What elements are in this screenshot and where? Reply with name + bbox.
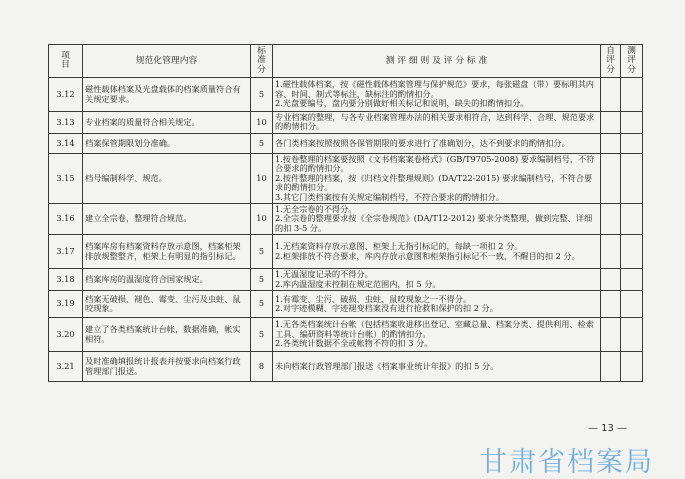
header-eval-score: 测评分 [621, 45, 643, 78]
row-self-score-cell [601, 78, 621, 112]
criteria-line: 未向档案行政管理部门报送《档案事业统计年报》的扣 5 分。 [275, 360, 499, 371]
row-criteria [273, 235, 601, 269]
criteria-line: 1.磁性载体档案，按《磁性载体档案管理与保护规范》要求，每张磁盘（带）要标明其内容、时间、制式等标注，缺标注的酌情扣分。 [275, 79, 594, 99]
row-criteria [273, 78, 601, 112]
criteria-line: 1.无各类档案统计台帐（包括档案收进移出登记、室藏总量、档案分类、提供利用、检索工具、编研资料等统计台帐）的酌情扣分。 [275, 319, 594, 339]
row-item-id: 3.13 [49, 112, 83, 134]
criteria-line: 2.按件整理的档案，按《归档文件整理规则》(DA/T22-2015) 要求编制档号，不符合要求的酌情扣分。 [275, 172, 593, 193]
criteria-line: 1.按卷整理的档案要按照《文书档案案卷格式》(GB/T9705-2008) 要求编制档号，不符合要求的酌情扣分。 [275, 153, 595, 174]
header-self-score: 自评分 [601, 45, 621, 78]
row-criteria [273, 318, 601, 352]
row-item-id: 3.15 [49, 153, 83, 203]
row-item-id: 3.20 [49, 318, 83, 352]
row-content: 档号编制科学、规范。 [83, 153, 251, 203]
row-self-score-cell [601, 269, 621, 291]
row-self-score-cell [601, 235, 621, 269]
row-item-id: 3.16 [49, 203, 83, 234]
criteria-line: 1.无档案资料存放示意图、柜架上无指引标记的，每缺一项扣 2 分。 [275, 241, 523, 252]
row-standard-score: 10 [251, 112, 273, 134]
criteria-line: 各门类档案按照按照各保管期限的要求进行了准确划分，达不到要求的酌情扣分。 [275, 137, 570, 148]
row-eval-score-cell [621, 78, 643, 112]
row-eval-score-cell [621, 203, 643, 234]
row-self-score-cell [601, 133, 621, 153]
row-content: 建立全宗卷，整理符合规范。 [83, 203, 251, 234]
header-item: 项目 [49, 45, 83, 78]
table-row [49, 133, 643, 153]
table-row [49, 203, 643, 234]
table-row [49, 78, 643, 112]
row-item-id: 3.17 [49, 235, 83, 269]
criteria-line: 3.其它门类档案按有关规定编制档号，不符合要求的酌情扣分。 [275, 191, 504, 202]
row-criteria [273, 291, 601, 318]
row-self-score-cell [601, 153, 621, 203]
row-eval-score-cell [621, 235, 643, 269]
row-standard-score: 8 [251, 352, 273, 382]
row-self-score-cell [601, 112, 621, 134]
row-content: 档案库房有档案资料存放示意图，档案柜架排放规整整齐，柜架上有明显的指引标记。 [83, 235, 251, 269]
table-header-row [49, 45, 643, 78]
row-criteria [273, 203, 601, 234]
row-item-id: 3.14 [49, 133, 83, 153]
criteria-line: 1.无温湿度记录的不得分。 [275, 269, 373, 280]
criteria-line: 2.全宗卷的整理要求按《全宗卷规范》(DA/T12-2012) 要求分类整理，做到完整、详细的扣 3-5 分。 [275, 213, 593, 233]
row-self-score-cell [601, 352, 621, 382]
header-score: 标准分 [251, 45, 273, 78]
row-item-id: 3.12 [49, 78, 83, 112]
criteria-line: 2.对字迹模糊、字迹褪变档案没有进行抢救和保护的扣 2 分。 [275, 303, 498, 314]
row-criteria [273, 153, 601, 203]
row-standard-score: 5 [251, 78, 273, 112]
table-row [49, 318, 643, 352]
row-criteria [273, 269, 601, 291]
criteria-line: 2.光盘要编号，盘内要分别做好相关标记和说明，缺失的扣酌情扣分。 [275, 98, 529, 109]
header-norm: 规范化管理内容 [83, 45, 251, 78]
criteria-line: 2.柜架排放不符合要求，库内存放示意图和柜架指引标记不一致、不醒目的扣 2 分。 [275, 250, 580, 261]
table-row [49, 153, 643, 203]
row-criteria [273, 133, 601, 153]
row-self-score-cell [601, 291, 621, 318]
watermark-text: 甘肃省档案局 [480, 447, 654, 478]
row-standard-score: 5 [251, 269, 273, 291]
row-self-score-cell [601, 203, 621, 234]
row-eval-score-cell [621, 269, 643, 291]
page-number: — 13 — [588, 423, 628, 434]
row-eval-score-cell [621, 112, 643, 134]
table-row [49, 352, 643, 382]
row-eval-score-cell [621, 291, 643, 318]
row-eval-score-cell [621, 133, 643, 153]
row-standard-score: 5 [251, 235, 273, 269]
criteria-line: 2.库内温湿度未控制在规定范围内，扣 5 分。 [275, 278, 441, 289]
row-standard-score: 10 [251, 153, 273, 203]
row-criteria [273, 112, 601, 134]
row-eval-score-cell [621, 318, 643, 352]
row-standard-score: 5 [251, 291, 273, 318]
row-eval-score-cell [621, 352, 643, 382]
criteria-line: 1.有霉变、尘污、破损、虫蛀、鼠咬现象之一不得分。 [275, 293, 472, 304]
evaluation-table [48, 44, 643, 382]
row-content: 档案保管期限划分准确。 [83, 133, 251, 153]
row-item-id: 3.21 [49, 352, 83, 382]
table-row [49, 291, 643, 318]
header-criteria: 测 评 细 则 及 评 分 标 准 [273, 45, 601, 78]
row-content: 磁性载体档案及光盘载体的档案质量符合有关规定要求。 [83, 78, 251, 112]
row-content: 建立了各类档案统计台帐，数据准确，帐实相符。 [83, 318, 251, 352]
criteria-line: 专业档案的整理，与各专业档案管理办法的相关要求相符合，达到科学、合理、规范要求的酌情扣分。 [275, 112, 595, 132]
row-standard-score: 10 [251, 203, 273, 234]
row-content: 档案库房的温湿度符合国家规定。 [83, 269, 251, 291]
row-standard-score: 5 [251, 133, 273, 153]
row-eval-score-cell [621, 153, 643, 203]
table-row [49, 112, 643, 134]
row-content: 专业档案的质量符合相关规定。 [83, 112, 251, 134]
row-content: 档案无破损、褪色、霉变、尘污及虫蛀、鼠咬现象。 [83, 291, 251, 318]
row-item-id: 3.19 [49, 291, 83, 318]
row-content: 及时准确填报统计报表并按要求向档案行政管理部门报送。 [83, 352, 251, 382]
row-standard-score: 5 [251, 318, 273, 352]
table-row [49, 269, 643, 291]
criteria-line: 2.各类统计数据不全或帐物不符的扣 3 分。 [275, 338, 433, 349]
row-item-id: 3.18 [49, 269, 83, 291]
table-row [49, 235, 643, 269]
row-criteria [273, 352, 601, 382]
row-self-score-cell [601, 318, 621, 352]
criteria-line: 1.无全宗卷的不得分。 [275, 203, 357, 214]
